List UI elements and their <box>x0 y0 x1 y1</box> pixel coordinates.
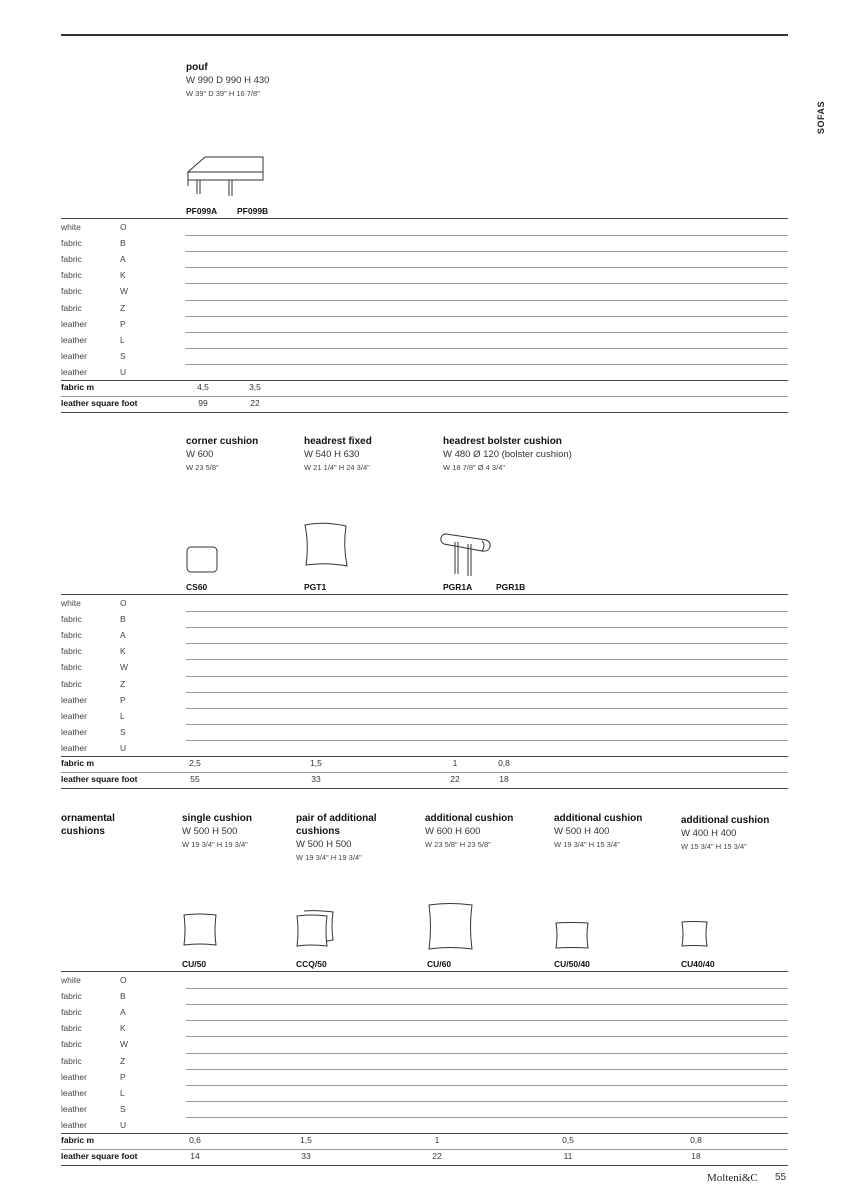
row-rule <box>186 627 788 628</box>
fabric-meters-value: 1,5 <box>310 758 322 768</box>
row-rule <box>185 235 788 236</box>
finish-code: S <box>120 1103 126 1114</box>
finish-label: fabric <box>61 662 82 673</box>
row-rule <box>186 724 788 725</box>
finish-label: fabric <box>61 630 82 641</box>
product-title: single cushion <box>182 813 253 824</box>
leather-sqft-value: 22 <box>450 774 460 785</box>
pair-cushions-illustration <box>295 910 337 950</box>
row-rule <box>186 1004 788 1005</box>
fabric-meters-value: 0,5 <box>562 1135 574 1145</box>
leather-sqft-value: 18 <box>691 1151 701 1162</box>
finish-code: L <box>120 334 125 345</box>
leather-sqft-value: 22 <box>432 1151 442 1162</box>
page-number: 55 <box>775 1172 787 1183</box>
finish-code: O <box>120 975 127 985</box>
leather-sqft-label: leather square foot <box>61 774 138 785</box>
product-dimensions-inch: W 18 7/8" Ø 4 3/4" <box>443 463 506 472</box>
product-code: PGR1B <box>496 582 526 592</box>
product-dimensions-mm: W 500 H 500 <box>296 839 352 850</box>
section-bottom-rule <box>61 1165 788 1166</box>
finish-label: leather <box>61 742 87 753</box>
finish-code: P <box>120 1071 126 1082</box>
totals-rule <box>61 1133 788 1134</box>
finish-code: S <box>120 350 126 361</box>
product-title: headrest bolster cushion <box>443 436 562 447</box>
finish-label: leather <box>61 726 87 737</box>
finish-code: K <box>120 646 126 657</box>
product-dimensions-mm: W 600 <box>186 449 214 460</box>
finish-label: white <box>61 598 81 608</box>
leather-sqft-label: leather square foot <box>61 398 138 409</box>
top-rule <box>61 34 788 36</box>
product-dimensions-mm: W 500 H 400 <box>554 826 610 837</box>
finish-label: leather <box>61 366 87 377</box>
product-dimensions-mm: W 480 Ø 120 (bolster cushion) <box>443 449 572 460</box>
fabric-meters-value: 1 <box>452 758 458 768</box>
finish-code: U <box>120 366 127 377</box>
totals-rule <box>61 756 788 757</box>
finish-code: B <box>120 991 126 1002</box>
fabric-meters-label: fabric m <box>61 758 95 768</box>
finish-code: S <box>120 726 126 737</box>
finish-code: A <box>120 254 126 265</box>
fabric-meters-value: 3,5 <box>249 382 261 392</box>
finish-label: leather <box>61 334 87 345</box>
finish-label: white <box>61 222 81 232</box>
product-dimensions-inch: W 23 5/8" <box>186 463 219 472</box>
finish-label: fabric <box>61 991 82 1002</box>
product-code: CU40/40 <box>681 959 715 969</box>
section-rule <box>61 971 788 972</box>
finish-code: W <box>120 662 129 673</box>
finish-code: W <box>120 1039 129 1050</box>
finish-label: fabric <box>61 1023 82 1034</box>
finish-code: K <box>120 270 126 281</box>
finish-code: L <box>120 710 125 721</box>
product-title: cushions <box>296 826 340 837</box>
row-rule <box>186 659 788 660</box>
product-code: CU/50 <box>182 959 207 969</box>
product-title: headrest fixed <box>304 436 372 447</box>
row-rule <box>186 1085 788 1086</box>
additional-cushion-large-illustration <box>427 902 475 952</box>
finish-label: white <box>61 975 81 985</box>
finish-label: leather <box>61 694 87 705</box>
finish-label: fabric <box>61 270 82 281</box>
finish-label: fabric <box>61 614 82 625</box>
product-dimensions-inch: W 19 3/4" H 19 3/4" <box>182 840 248 849</box>
leather-sqft-label: leather square foot <box>61 1151 138 1162</box>
fabric-meters-value: 0,6 <box>189 1135 201 1145</box>
product-code: PF099B <box>237 206 269 216</box>
single-cushion-illustration <box>182 912 220 950</box>
section-bottom-rule <box>61 788 788 789</box>
product-title: pair of additional <box>296 813 377 824</box>
additional-cushion-small-illustration <box>680 920 712 950</box>
product-dimensions-inch: W 21 1/4" H 24 3/4" <box>304 463 370 472</box>
row-rule <box>61 772 788 773</box>
finish-label: fabric <box>61 678 82 689</box>
row-rule <box>185 300 788 301</box>
row-rule <box>185 348 788 349</box>
row-rule <box>185 364 788 365</box>
finish-code: O <box>120 598 127 608</box>
row-rule <box>186 1117 788 1118</box>
section-rule <box>61 594 788 595</box>
row-rule <box>186 1020 788 1021</box>
row-rule <box>186 692 788 693</box>
finish-code: B <box>120 614 126 625</box>
finish-label: fabric <box>61 238 82 249</box>
row-rule <box>185 267 788 268</box>
product-code: PGR1A <box>443 582 473 592</box>
finish-code: U <box>120 742 127 753</box>
product-dimensions-mm: W 500 H 500 <box>182 826 238 837</box>
group-title: cushions <box>61 826 105 837</box>
section-side-label: SOFAS <box>816 100 826 134</box>
leather-sqft-value: 14 <box>190 1151 200 1162</box>
finish-label: leather <box>61 350 87 361</box>
section-rule <box>61 218 788 219</box>
row-rule <box>61 1149 788 1150</box>
finish-label: leather <box>61 1087 87 1098</box>
product-title: additional cushion <box>554 813 643 824</box>
product-title: additional cushion <box>425 813 514 824</box>
product-dimensions-mm: W 400 H 400 <box>681 828 737 839</box>
row-rule <box>186 708 788 709</box>
finish-label: leather <box>61 1119 87 1130</box>
row-rule <box>186 1036 788 1037</box>
fabric-meters-value: 4,5 <box>197 382 209 392</box>
finish-code: Z <box>120 1055 126 1066</box>
finish-code: K <box>120 1023 126 1034</box>
row-rule <box>185 332 788 333</box>
finish-label: fabric <box>61 646 82 657</box>
product-dimensions-inch: W 19 3/4" H 15 3/4" <box>554 840 620 849</box>
leather-sqft-value: 33 <box>301 1151 311 1162</box>
fabric-meters-value: 2,5 <box>189 758 201 768</box>
row-rule <box>186 988 788 989</box>
row-rule <box>186 740 788 741</box>
finish-code: Z <box>120 678 126 689</box>
row-rule <box>186 611 788 612</box>
finish-label: fabric <box>61 302 82 313</box>
leather-sqft-value: 99 <box>198 398 208 409</box>
finish-label: fabric <box>61 1007 82 1018</box>
finish-code: O <box>120 222 127 232</box>
fabric-meters-value: 0,8 <box>690 1135 702 1145</box>
product-dimensions-inch: W 19 3/4" H 19 3/4" <box>296 853 362 862</box>
finish-label: fabric <box>61 254 82 265</box>
product-code: PGT1 <box>304 582 327 592</box>
product-code: CCQ/50 <box>296 959 327 969</box>
brand-logo: Molteni&C <box>707 1172 758 1184</box>
leather-sqft-value: 18 <box>499 774 509 785</box>
product-dimensions-inch: W 15 3/4" H 15 3/4" <box>681 842 747 851</box>
product-title: additional cushion <box>681 815 770 826</box>
product-title: pouf <box>186 62 208 73</box>
product-dimensions-mm: W 990 D 990 H 430 <box>186 75 270 86</box>
leather-sqft-value: 55 <box>190 774 200 785</box>
fabric-meters-label: fabric m <box>61 382 95 392</box>
fabric-meters-label: fabric m <box>61 1135 95 1145</box>
fabric-meters-value: 1,5 <box>300 1135 312 1145</box>
finish-label: fabric <box>61 1055 82 1066</box>
row-rule <box>186 676 788 677</box>
section-bottom-rule <box>61 412 788 413</box>
finish-label: leather <box>61 710 87 721</box>
product-title: corner cushion <box>186 436 259 447</box>
fabric-meters-value: 1 <box>434 1135 440 1145</box>
finish-code: B <box>120 238 126 249</box>
row-rule <box>185 283 788 284</box>
leather-sqft-value: 33 <box>311 774 321 785</box>
product-dimensions-mm: W 540 H 630 <box>304 449 360 460</box>
row-rule <box>186 1053 788 1054</box>
finish-code: A <box>120 1007 126 1018</box>
finish-code: U <box>120 1119 127 1130</box>
headrest-bolster-illustration <box>440 530 496 580</box>
product-code: CU/50/40 <box>554 959 590 969</box>
finish-code: L <box>120 1087 125 1098</box>
row-rule <box>185 251 788 252</box>
product-code: CS60 <box>186 582 208 592</box>
row-rule <box>186 1101 788 1102</box>
row-rule <box>186 643 788 644</box>
finish-code: P <box>120 318 126 329</box>
fabric-meters-value: 0,8 <box>498 758 510 768</box>
group-title: ornamental <box>61 813 115 824</box>
finish-code: Z <box>120 302 126 313</box>
row-rule <box>186 1069 788 1070</box>
row-rule <box>61 396 788 397</box>
additional-cushion-rect-illustration <box>554 921 592 951</box>
finish-label: fabric <box>61 1039 82 1050</box>
finish-code: W <box>120 286 129 297</box>
product-dimensions-inch: W 39" D 39" H 16 7/8" <box>186 89 260 98</box>
product-dimensions-inch: W 23 5/8" H 23 5/8" <box>425 840 491 849</box>
totals-rule <box>61 380 788 381</box>
finish-code: A <box>120 630 126 641</box>
pouf-illustration <box>185 150 275 198</box>
finish-label: fabric <box>61 286 82 297</box>
finish-label: leather <box>61 1103 87 1114</box>
corner-cushion-illustration <box>186 545 220 575</box>
leather-sqft-value: 22 <box>250 398 260 409</box>
leather-sqft-value: 11 <box>563 1151 573 1162</box>
product-code: PF099A <box>186 206 218 216</box>
headrest-fixed-illustration <box>302 520 350 570</box>
product-code: CU/60 <box>427 959 452 969</box>
product-dimensions-mm: W 600 H 600 <box>425 826 481 837</box>
finish-code: P <box>120 694 126 705</box>
finish-label: leather <box>61 318 87 329</box>
row-rule <box>185 316 788 317</box>
finish-label: leather <box>61 1071 87 1082</box>
